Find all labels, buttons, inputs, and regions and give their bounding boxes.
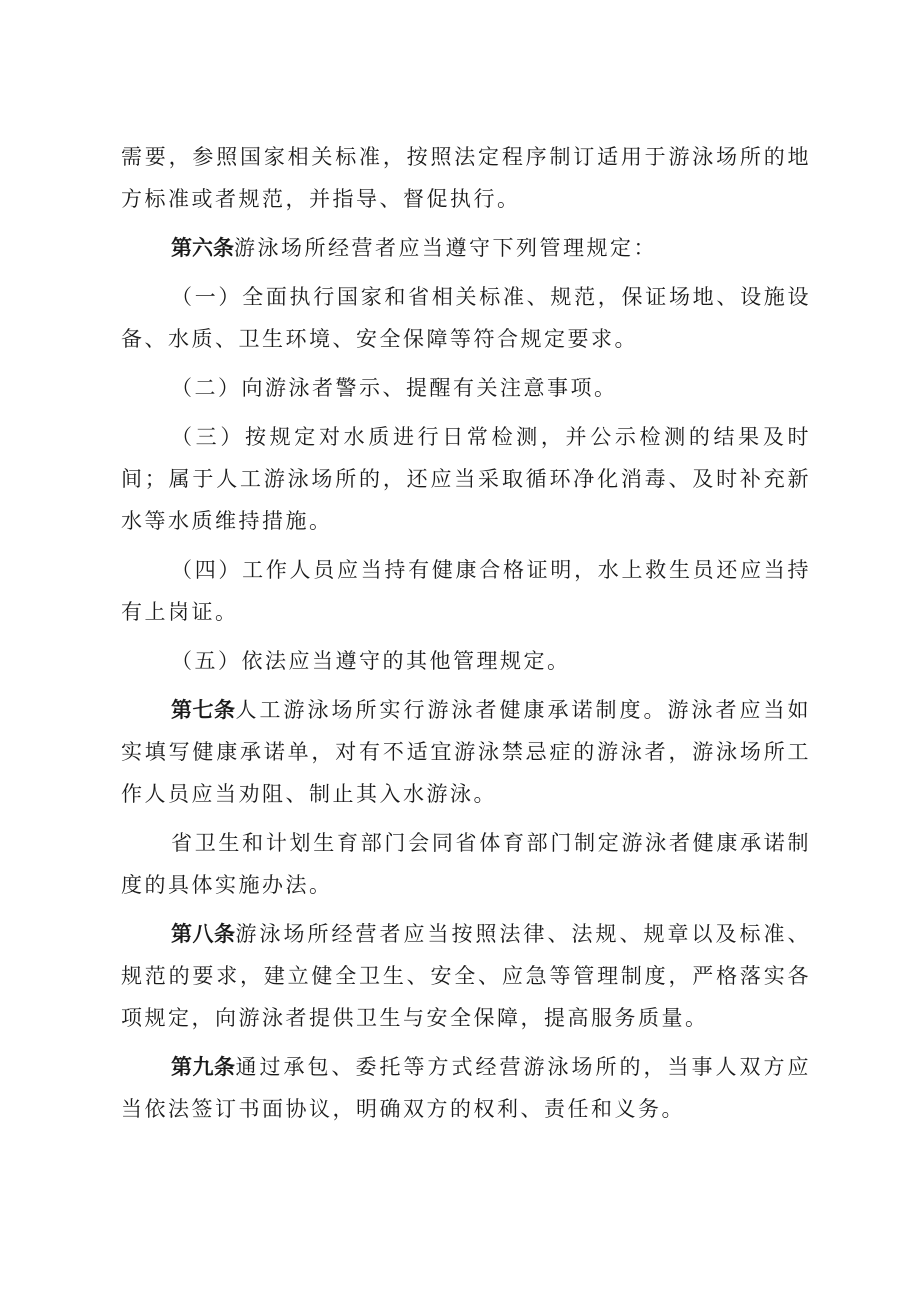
clause-2 bbox=[121, 367, 811, 409]
article-label: 第九条 bbox=[171, 1055, 236, 1079]
article-text: 游泳场所经营者应当遵守下列管理规定： bbox=[234, 236, 657, 260]
clause-text: （三）按规定对水质进行日常检测，并公示检测的结果及时间；属于人工游泳场所的，还应当采取循环净化消毒、及时补充新水等水质维持措施。 bbox=[121, 425, 811, 533]
article-6 bbox=[121, 227, 811, 269]
clause-text: （二）向游泳者警示、提醒有关注意事项。 bbox=[171, 376, 618, 400]
clause-5 bbox=[121, 640, 811, 682]
paragraph-text: 省卫生和计划生育部门会同省体育部门制定游泳者健康承诺制度的具体实施办法。 bbox=[121, 831, 811, 897]
article-text: 通过承包、委托等方式经营游泳场所的，当事人双方应当依法签订书面协议，明确双方的权利、责任和义务。 bbox=[121, 1055, 811, 1121]
article-7-paragraph-2 bbox=[121, 822, 811, 906]
article-label: 第八条 bbox=[171, 922, 236, 946]
article-text: 人工游泳场所实行游泳者健康承诺制度。游泳者应当如实填写健康承诺单，对有不适宜游泳禁忌症的游泳者，游泳场所工作人员应当劝阻、制止其入水游泳。 bbox=[121, 698, 811, 806]
clause-text: （一）全面执行国家和省相关标准、规范，保证场地、设施设备、水质、卫生环境、安全保障等符合规定要求。 bbox=[121, 285, 811, 351]
article-label: 第七条 bbox=[171, 698, 236, 722]
article-7 bbox=[121, 689, 811, 815]
paragraph-text: 需要，参照国家相关标准，按照法定程序制订适用于游泳场所的地方标准或者规范，并指导、督促执行。 bbox=[121, 145, 811, 211]
clause-1 bbox=[121, 276, 811, 360]
document-body bbox=[121, 136, 811, 1137]
paragraph-continuation bbox=[121, 136, 811, 220]
clause-text: （五）依法应当遵守的其他管理规定。 bbox=[171, 649, 571, 673]
article-text: 游泳场所经营者应当按照法律、法规、规章以及标准、规范的要求，建立健全卫生、安全、应急等管理制度，严格落实各项规定，向游泳者提供卫生与安全保障，提高服务质量。 bbox=[121, 922, 811, 1030]
article-9 bbox=[121, 1046, 811, 1130]
article-8 bbox=[121, 913, 811, 1039]
clause-4 bbox=[121, 549, 811, 633]
clause-text: （四）工作人员应当持有健康合格证明，水上救生员还应当持有上岗证。 bbox=[121, 558, 811, 624]
article-label: 第六条 bbox=[171, 236, 234, 260]
clause-3 bbox=[121, 416, 811, 542]
